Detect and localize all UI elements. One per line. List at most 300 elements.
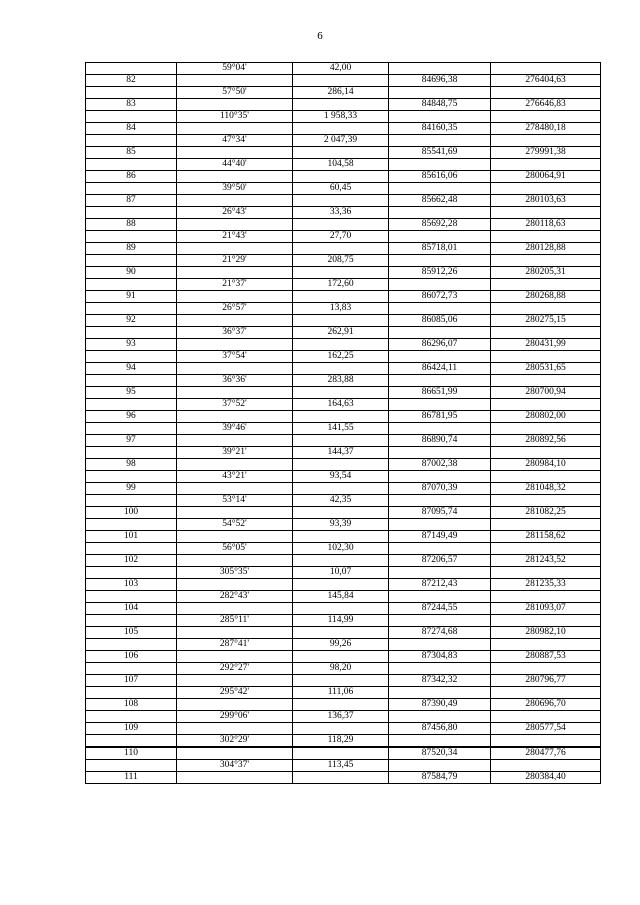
point-number-cell <box>86 111 177 123</box>
line-length-cell <box>293 99 389 111</box>
direction-angle-cell: 292°27' <box>177 663 293 675</box>
table-row <box>86 663 601 675</box>
line-length-cell: 286,14 <box>293 87 389 99</box>
y-coordinate-cell <box>491 111 601 123</box>
x-coordinate-cell: 85662,48 <box>389 195 491 207</box>
y-coordinate-cell: 280577,54 <box>491 723 601 735</box>
direction-angle-cell: 53°14' <box>177 495 293 507</box>
direction-angle-cell: 47°34' <box>177 135 293 147</box>
line-length-cell <box>293 75 389 87</box>
point-number-cell <box>86 543 177 555</box>
x-coordinate-cell: 86781,95 <box>389 411 491 423</box>
direction-angle-cell: 37°54' <box>177 351 293 363</box>
x-coordinate-cell: 86890,74 <box>389 435 491 447</box>
point-number-cell <box>86 495 177 507</box>
line-length-cell <box>293 411 389 423</box>
x-coordinate-cell: 87002,38 <box>389 459 491 471</box>
point-number-cell: 103 <box>86 579 177 591</box>
direction-angle-cell <box>177 243 293 255</box>
direction-angle-cell <box>177 483 293 495</box>
x-coordinate-cell: 87095,74 <box>389 507 491 519</box>
point-number-cell <box>86 375 177 387</box>
point-number-cell <box>86 735 177 748</box>
y-coordinate-cell: 280118,63 <box>491 219 601 231</box>
y-coordinate-cell <box>491 639 601 651</box>
table-row <box>86 735 601 748</box>
y-coordinate-cell <box>491 159 601 171</box>
table-row <box>86 760 601 772</box>
table-body <box>86 63 601 784</box>
direction-angle-cell: 57°50' <box>177 87 293 99</box>
table-row <box>86 267 601 279</box>
table-row <box>86 399 601 411</box>
table-row <box>86 711 601 723</box>
x-coordinate-cell <box>389 279 491 291</box>
y-coordinate-cell <box>491 471 601 483</box>
point-number-cell <box>86 207 177 219</box>
point-number-cell <box>86 423 177 435</box>
x-coordinate-cell <box>389 591 491 603</box>
point-number-cell: 84 <box>86 123 177 135</box>
table-row <box>86 99 601 111</box>
x-coordinate-cell: 87390,49 <box>389 699 491 711</box>
table-row <box>86 195 601 207</box>
y-coordinate-cell: 280700,94 <box>491 387 601 399</box>
direction-angle-cell <box>177 315 293 327</box>
direction-angle-cell <box>177 651 293 663</box>
x-coordinate-cell: 87584,79 <box>389 772 491 784</box>
direction-angle-cell: 43°21' <box>177 471 293 483</box>
point-number-cell: 98 <box>86 459 177 471</box>
y-coordinate-cell: 281048,32 <box>491 483 601 495</box>
x-coordinate-cell <box>389 447 491 459</box>
x-coordinate-cell <box>389 159 491 171</box>
y-coordinate-cell: 280477,76 <box>491 747 601 760</box>
direction-angle-cell: 37°52' <box>177 399 293 411</box>
y-coordinate-cell <box>491 567 601 579</box>
x-coordinate-cell <box>389 303 491 315</box>
y-coordinate-cell <box>491 255 601 267</box>
table-row <box>86 459 601 471</box>
x-coordinate-cell: 87520,34 <box>389 747 491 760</box>
point-number-cell: 82 <box>86 75 177 87</box>
y-coordinate-cell: 276404,63 <box>491 75 601 87</box>
table-row <box>86 135 601 147</box>
point-number-cell: 99 <box>86 483 177 495</box>
y-coordinate-cell <box>491 231 601 243</box>
x-coordinate-cell: 87456,80 <box>389 723 491 735</box>
line-length-cell: 164,63 <box>293 399 389 411</box>
line-length-cell <box>293 243 389 255</box>
table-row <box>86 772 601 784</box>
x-coordinate-cell: 84696,38 <box>389 75 491 87</box>
point-number-cell <box>86 255 177 267</box>
direction-angle-cell <box>177 147 293 159</box>
table-row <box>86 483 601 495</box>
line-length-cell <box>293 435 389 447</box>
point-number-cell: 105 <box>86 627 177 639</box>
table-row <box>86 183 601 195</box>
direction-angle-cell <box>177 531 293 543</box>
table-row <box>86 303 601 315</box>
y-coordinate-cell: 279991,38 <box>491 147 601 159</box>
table-row <box>86 687 601 699</box>
table-row <box>86 351 601 363</box>
table-row <box>86 363 601 375</box>
y-coordinate-cell: 280103,63 <box>491 195 601 207</box>
y-coordinate-cell <box>491 543 601 555</box>
direction-angle-cell: 36°37' <box>177 327 293 339</box>
direction-angle-cell <box>177 267 293 279</box>
direction-angle-cell <box>177 459 293 471</box>
table-row <box>86 243 601 255</box>
table-row <box>86 543 601 555</box>
table-row <box>86 387 601 399</box>
line-length-cell <box>293 699 389 711</box>
point-number-cell: 110 <box>86 747 177 760</box>
line-length-cell: 162,25 <box>293 351 389 363</box>
line-length-cell <box>293 651 389 663</box>
table-row <box>86 603 601 615</box>
y-coordinate-cell: 281093,07 <box>491 603 601 615</box>
point-number-cell <box>86 663 177 675</box>
direction-angle-cell: 21°37' <box>177 279 293 291</box>
direction-angle-cell: 39°50' <box>177 183 293 195</box>
direction-angle-cell <box>177 123 293 135</box>
line-length-cell: 145,84 <box>293 591 389 603</box>
point-number-cell: 95 <box>86 387 177 399</box>
x-coordinate-cell <box>389 495 491 507</box>
x-coordinate-cell <box>389 760 491 772</box>
table-row <box>86 75 601 87</box>
y-coordinate-cell <box>491 663 601 675</box>
point-number-cell: 93 <box>86 339 177 351</box>
y-coordinate-cell: 280802,00 <box>491 411 601 423</box>
line-length-cell <box>293 627 389 639</box>
point-number-cell: 107 <box>86 675 177 687</box>
table-row <box>86 171 601 183</box>
line-length-cell <box>293 315 389 327</box>
y-coordinate-cell <box>491 760 601 772</box>
direction-angle-cell <box>177 627 293 639</box>
y-coordinate-cell: 281082,25 <box>491 507 601 519</box>
point-number-cell <box>86 711 177 723</box>
y-coordinate-cell <box>491 591 601 603</box>
y-coordinate-cell <box>491 303 601 315</box>
point-number-cell: 101 <box>86 531 177 543</box>
table-row <box>86 87 601 99</box>
line-length-cell: 42,00 <box>293 63 389 75</box>
point-number-cell <box>86 351 177 363</box>
point-number-cell: 97 <box>86 435 177 447</box>
x-coordinate-cell: 87070,39 <box>389 483 491 495</box>
point-number-cell <box>86 639 177 651</box>
table-row <box>86 315 601 327</box>
y-coordinate-cell <box>491 423 601 435</box>
point-number-cell: 88 <box>86 219 177 231</box>
direction-angle-cell <box>177 411 293 423</box>
table-row <box>86 747 601 760</box>
direction-angle-cell: 110°35' <box>177 111 293 123</box>
table-row <box>86 435 601 447</box>
direction-angle-cell: 21°29' <box>177 255 293 267</box>
direction-angle-cell <box>177 699 293 711</box>
x-coordinate-cell <box>389 567 491 579</box>
line-length-cell <box>293 387 389 399</box>
x-coordinate-cell <box>389 687 491 699</box>
x-coordinate-cell: 86424,11 <box>389 363 491 375</box>
x-coordinate-cell <box>389 711 491 723</box>
line-length-cell: 33,36 <box>293 207 389 219</box>
table-row <box>86 327 601 339</box>
direction-angle-cell: 36°36' <box>177 375 293 387</box>
x-coordinate-cell <box>389 615 491 627</box>
line-length-cell: 114,99 <box>293 615 389 627</box>
line-length-cell <box>293 171 389 183</box>
table-row <box>86 411 601 423</box>
x-coordinate-cell: 87304,83 <box>389 651 491 663</box>
line-length-cell <box>293 123 389 135</box>
point-number-cell: 109 <box>86 723 177 735</box>
point-number-cell <box>86 519 177 531</box>
direction-angle-cell <box>177 435 293 447</box>
line-length-cell: 99,26 <box>293 639 389 651</box>
x-coordinate-cell <box>389 111 491 123</box>
direction-angle-cell <box>177 75 293 87</box>
x-coordinate-cell: 85912,26 <box>389 267 491 279</box>
point-number-cell: 91 <box>86 291 177 303</box>
line-length-cell: 27,70 <box>293 231 389 243</box>
table-row <box>86 471 601 483</box>
point-number-cell <box>86 231 177 243</box>
direction-angle-cell: 302°29' <box>177 735 293 748</box>
y-coordinate-cell: 280531,65 <box>491 363 601 375</box>
direction-angle-cell <box>177 291 293 303</box>
point-number-cell: 83 <box>86 99 177 111</box>
y-coordinate-cell <box>491 711 601 723</box>
y-coordinate-cell <box>491 135 601 147</box>
point-number-cell: 111 <box>86 772 177 784</box>
y-coordinate-cell <box>491 207 601 219</box>
line-length-cell <box>293 483 389 495</box>
point-number-cell <box>86 760 177 772</box>
point-number-cell: 85 <box>86 147 177 159</box>
line-length-cell: 60,45 <box>293 183 389 195</box>
line-length-cell <box>293 747 389 760</box>
table-row <box>86 519 601 531</box>
line-length-cell: 172,60 <box>293 279 389 291</box>
x-coordinate-cell: 84848,75 <box>389 99 491 111</box>
x-coordinate-cell <box>389 639 491 651</box>
point-number-cell: 90 <box>86 267 177 279</box>
point-number-cell <box>86 327 177 339</box>
y-coordinate-cell <box>491 519 601 531</box>
point-number-cell <box>86 303 177 315</box>
y-coordinate-cell: 280128,88 <box>491 243 601 255</box>
line-length-cell <box>293 579 389 591</box>
direction-angle-cell: 295°42' <box>177 687 293 699</box>
direction-angle-cell: 39°46' <box>177 423 293 435</box>
y-coordinate-cell <box>491 327 601 339</box>
x-coordinate-cell: 85692,28 <box>389 219 491 231</box>
table-row <box>86 63 601 75</box>
point-number-cell: 102 <box>86 555 177 567</box>
y-coordinate-cell: 280982,10 <box>491 627 601 639</box>
x-coordinate-cell <box>389 351 491 363</box>
y-coordinate-cell <box>491 63 601 75</box>
point-number-cell: 87 <box>86 195 177 207</box>
point-number-cell <box>86 591 177 603</box>
table-row <box>86 675 601 687</box>
y-coordinate-cell <box>491 351 601 363</box>
line-length-cell: 102,30 <box>293 543 389 555</box>
line-length-cell <box>293 363 389 375</box>
x-coordinate-cell: 86072,73 <box>389 291 491 303</box>
table-row <box>86 615 601 627</box>
x-coordinate-cell: 87149,49 <box>389 531 491 543</box>
line-length-cell: 104,58 <box>293 159 389 171</box>
y-coordinate-cell: 280796,77 <box>491 675 601 687</box>
x-coordinate-cell: 87212,43 <box>389 579 491 591</box>
table-row <box>86 255 601 267</box>
x-coordinate-cell: 87274,68 <box>389 627 491 639</box>
direction-angle-cell: 285°11' <box>177 615 293 627</box>
table-row <box>86 111 601 123</box>
y-coordinate-cell: 280431,99 <box>491 339 601 351</box>
table-row <box>86 591 601 603</box>
x-coordinate-cell: 85718,01 <box>389 243 491 255</box>
direction-angle-cell <box>177 171 293 183</box>
direction-angle-cell <box>177 339 293 351</box>
x-coordinate-cell <box>389 207 491 219</box>
point-number-cell <box>86 63 177 75</box>
y-coordinate-cell: 281243,52 <box>491 555 601 567</box>
x-coordinate-cell <box>389 471 491 483</box>
point-number-cell <box>86 615 177 627</box>
table-row <box>86 723 601 735</box>
line-length-cell <box>293 723 389 735</box>
point-number-cell <box>86 279 177 291</box>
line-length-cell <box>293 195 389 207</box>
line-length-cell: 93,54 <box>293 471 389 483</box>
point-number-cell: 94 <box>86 363 177 375</box>
y-coordinate-cell: 280984,10 <box>491 459 601 471</box>
y-coordinate-cell <box>491 615 601 627</box>
direction-angle-cell: 287°41' <box>177 639 293 651</box>
y-coordinate-cell: 280205,31 <box>491 267 601 279</box>
line-length-cell <box>293 507 389 519</box>
direction-angle-cell <box>177 772 293 784</box>
direction-angle-cell <box>177 195 293 207</box>
x-coordinate-cell <box>389 663 491 675</box>
table-row <box>86 447 601 459</box>
point-number-cell <box>86 687 177 699</box>
y-coordinate-cell <box>491 447 601 459</box>
direction-angle-cell: 304°37' <box>177 760 293 772</box>
page-number: 6 <box>317 30 323 42</box>
direction-angle-cell: 26°57' <box>177 303 293 315</box>
line-length-cell: 42,35 <box>293 495 389 507</box>
coordinates-table <box>85 62 601 784</box>
line-length-cell: 144,37 <box>293 447 389 459</box>
y-coordinate-cell <box>491 399 601 411</box>
point-number-cell <box>86 87 177 99</box>
line-length-cell: 141,55 <box>293 423 389 435</box>
direction-angle-cell <box>177 579 293 591</box>
table-row <box>86 531 601 543</box>
direction-angle-cell <box>177 363 293 375</box>
y-coordinate-cell: 280384,40 <box>491 772 601 784</box>
direction-angle-cell: 54°52' <box>177 519 293 531</box>
y-coordinate-cell: 280892,56 <box>491 435 601 447</box>
table-row <box>86 207 601 219</box>
point-number-cell: 108 <box>86 699 177 711</box>
point-number-cell <box>86 159 177 171</box>
line-length-cell <box>293 147 389 159</box>
y-coordinate-cell: 280887,53 <box>491 651 601 663</box>
direction-angle-cell: 21°43' <box>177 231 293 243</box>
x-coordinate-cell <box>389 327 491 339</box>
direction-angle-cell: 39°21' <box>177 447 293 459</box>
table-row <box>86 651 601 663</box>
table-row <box>86 699 601 711</box>
point-number-cell <box>86 135 177 147</box>
direction-angle-cell: 299°06' <box>177 711 293 723</box>
point-number-cell: 104 <box>86 603 177 615</box>
y-coordinate-cell <box>491 183 601 195</box>
point-number-cell: 86 <box>86 171 177 183</box>
point-number-cell: 100 <box>86 507 177 519</box>
x-coordinate-cell <box>389 519 491 531</box>
table-row <box>86 639 601 651</box>
y-coordinate-cell <box>491 87 601 99</box>
direction-angle-cell <box>177 219 293 231</box>
table-row <box>86 507 601 519</box>
table-row <box>86 291 601 303</box>
x-coordinate-cell: 85541,69 <box>389 147 491 159</box>
line-length-cell: 93,39 <box>293 519 389 531</box>
table-row <box>86 339 601 351</box>
point-number-cell <box>86 471 177 483</box>
line-length-cell <box>293 531 389 543</box>
x-coordinate-cell <box>389 543 491 555</box>
direction-angle-cell <box>177 387 293 399</box>
line-length-cell: 262,91 <box>293 327 389 339</box>
direction-angle-cell: 282°43' <box>177 591 293 603</box>
y-coordinate-cell <box>491 735 601 748</box>
line-length-cell <box>293 339 389 351</box>
x-coordinate-cell: 86296,07 <box>389 339 491 351</box>
y-coordinate-cell: 280064,91 <box>491 171 601 183</box>
table-row <box>86 555 601 567</box>
x-coordinate-cell: 87206,57 <box>389 555 491 567</box>
x-coordinate-cell <box>389 231 491 243</box>
x-coordinate-cell: 86085,06 <box>389 315 491 327</box>
line-length-cell <box>293 603 389 615</box>
y-coordinate-cell: 280268,88 <box>491 291 601 303</box>
line-length-cell <box>293 675 389 687</box>
x-coordinate-cell <box>389 423 491 435</box>
point-number-cell <box>86 183 177 195</box>
line-length-cell <box>293 555 389 567</box>
point-number-cell <box>86 447 177 459</box>
point-number-cell: 89 <box>86 243 177 255</box>
point-number-cell: 106 <box>86 651 177 663</box>
x-coordinate-cell <box>389 183 491 195</box>
table-row <box>86 123 601 135</box>
x-coordinate-cell <box>389 255 491 267</box>
direction-angle-cell <box>177 603 293 615</box>
